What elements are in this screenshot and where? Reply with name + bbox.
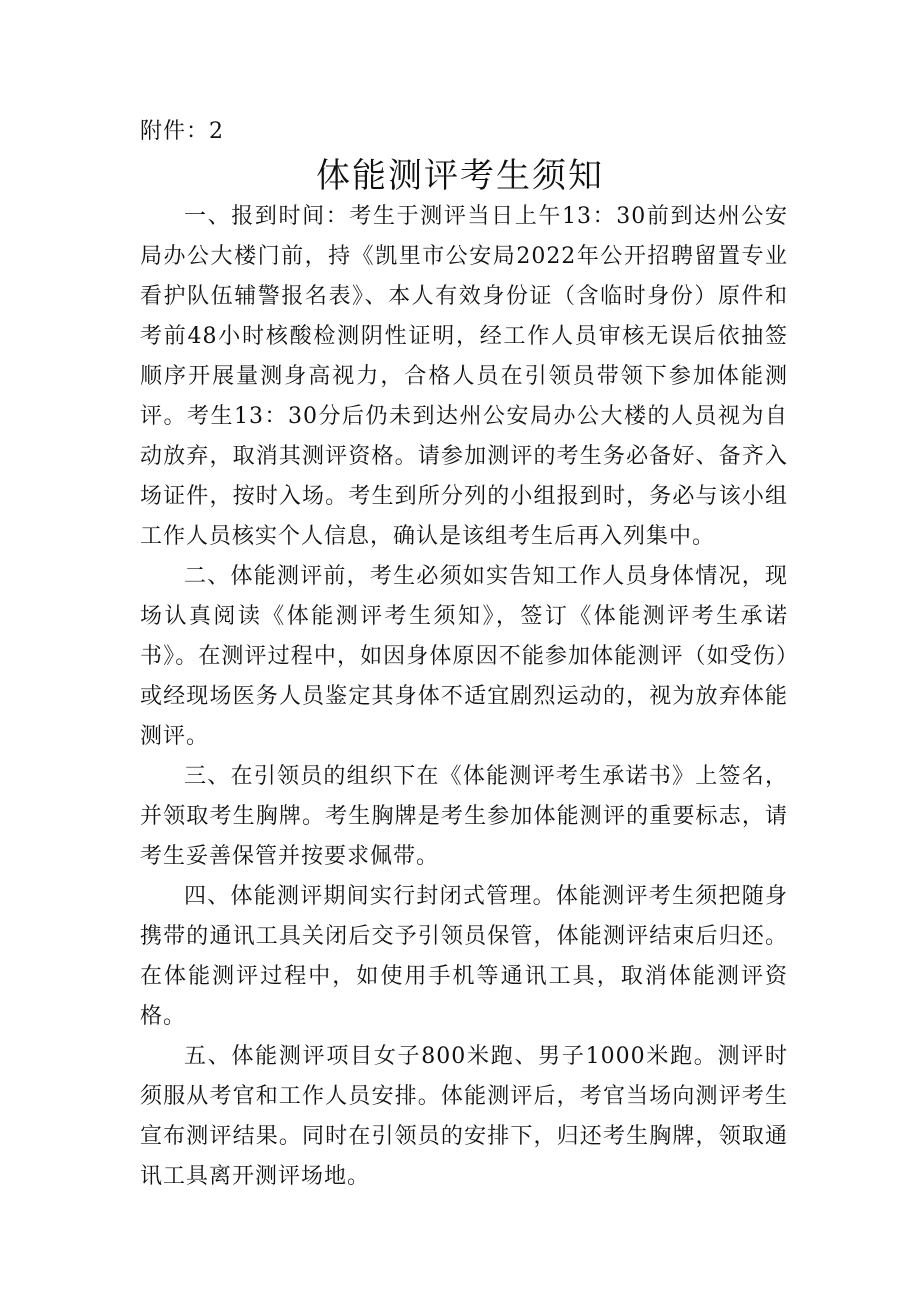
paragraph-test-items: 五、体能测评项目女子800米跑、男子1000米跑。测评时须服从考官和工作人员安排。体能测评后，考官当场向测评考生宣布测评结果。同时在引领员的安排下，归还考生胸牌，领取通讯工具离开测评场地。 [140, 1044, 788, 1189]
paragraph-closed-management: 四、体能测评期间实行封闭式管理。体能测评考生须把随身携带的通讯工具关闭后交予引领员保管，体能测评结束后归还。在体能测评过程中，如使用手机等通讯工具，取消体能测评资格。 [140, 884, 788, 1029]
paragraph-pre-test-requirements: 二、体能测评前，考生必须如实告知工作人员身体情况，现场认真阅读《体能测评考生须知》，签订《体能测评考生承诺书》。在测评过程中，如因身体原因不能参加体能测评（如受伤）或经现场医务人员鉴定其身体不适宜剧烈运动的，视为放弃体能测评。 [140, 564, 788, 749]
attachment-label: 附件：2 [140, 119, 224, 144]
paragraph-badge-collection: 三、在引领员的组织下在《体能测评考生承诺书》上签名，并领取考生胸牌。考生胸牌是考生参加体能测评的重要标志，请考生妥善保管并按要求佩带。 [140, 764, 788, 869]
document-body [140, 197, 788, 1197]
paragraph-registration-time: 一、报到时间：考生于测评当日上午13：30前到达州公安局办公大楼门前，持《凯里市公安局2022年公开招聘留置专业看护队伍辅警报名表》、本人有效身份证（含临时身份）原件和考前48小时核酸检测阴性证明，经工作人员审核无误后依抽签顺序开展量测身高视力，合格人员在引领员带领下参加体能测评。考生13：30分后仍未到达州公安局办公大楼的人员视为自动放弃，取消其测评资格。请参加测评的考生务必备好、备齐入场证件，按时入场。考生到所分列的小组报到时，务必与该小组工作人员核实个人信息，确认是该组考生后再入列集中。 [140, 204, 788, 549]
page-title: 体能测评考生须知 [316, 156, 604, 196]
